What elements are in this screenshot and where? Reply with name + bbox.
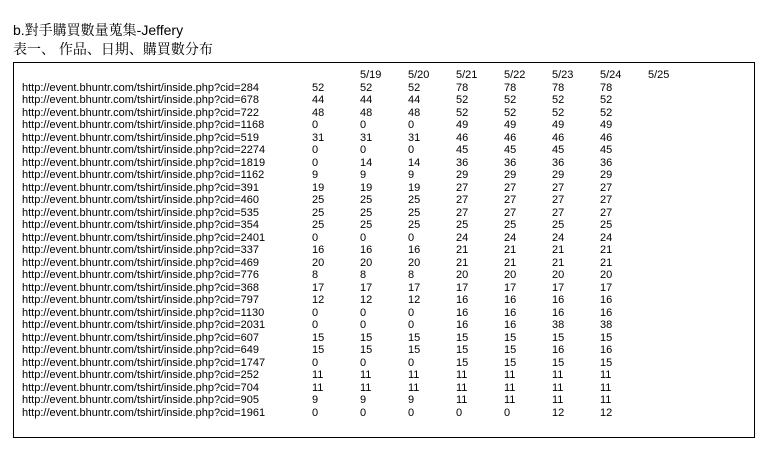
purchase-count-cell: 16 [552,344,565,356]
purchase-count-cell [648,394,696,407]
entry-url: http://event.bhuntr.com/tshirt/inside.php?cid=776 [22,269,259,281]
purchase-count-cell: 78 [456,81,469,94]
purchase-count-cell: 0 [312,319,319,331]
purchase-count-cell: 0 [504,406,511,419]
purchase-count-cell: 36 [456,156,469,169]
purchase-count-cell: 20 [456,269,469,281]
purchase-count-cell [648,257,696,270]
purchase-count-cell: 0 [360,319,367,331]
entry-url: http://event.bhuntr.com/tshirt/inside.php?cid=2031 [22,319,266,331]
purchase-count-cell: 11 [312,381,324,394]
purchase-count-cell: 25 [360,219,373,231]
purchase-count-cell: 0 [456,406,463,419]
table-row [22,244,696,257]
purchase-count-cell [648,232,696,245]
entry-url: http://event.bhuntr.com/tshirt/inside.php?cid=905 [22,394,259,406]
purchase-count-cell: 15 [456,331,469,344]
entry-url: http://event.bhuntr.com/tshirt/inside.php?cid=460 [22,194,259,206]
entry-url: http://event.bhuntr.com/tshirt/inside.php?cid=391 [22,181,259,194]
purchase-count-cell [648,82,696,95]
header-cell: 5/20 [408,69,430,81]
purchase-count-cell: 11 [600,394,612,406]
purchase-count-cell: 9 [312,169,319,181]
table-row [22,94,696,107]
purchase-count-cell: 11 [408,369,420,381]
purchase-count-cell: 27 [600,181,613,194]
purchase-count-cell [648,182,696,195]
purchase-count-cell: 0 [360,144,367,156]
purchase-count-cell: 36 [600,156,613,169]
purchase-count-cell: 25 [408,206,421,219]
document-title: b.對手購買數量蒐集-Jeffery [13,22,184,38]
purchase-count-cell [648,282,696,295]
purchase-count-cell: 46 [552,131,565,144]
purchase-count-cell: 16 [552,294,565,306]
header-cell: 5/24 [600,69,622,81]
entry-url: http://event.bhuntr.com/tshirt/inside.php?cid=1747 [22,356,266,369]
table-caption: 表一、 作品、日期、購買數分布 [13,41,213,57]
purchase-count-cell [648,407,696,420]
purchase-count-cell: 0 [408,144,415,156]
purchase-count-cell: 0 [408,406,415,419]
purchase-count-cell: 27 [504,181,517,194]
purchase-count-cell [648,382,696,395]
table-row [22,207,696,220]
purchase-count-cell: 24 [456,231,469,244]
purchase-count-cell: 20 [312,256,325,269]
table-row [22,194,696,207]
purchase-count-cell: 15 [552,331,565,344]
table-row [22,369,696,382]
purchase-count-cell: 52 [504,106,517,119]
purchase-count-cell: 38 [552,319,565,331]
purchase-count-cell: 49 [600,119,613,131]
purchase-count-cell [648,369,696,382]
purchase-count-cell: 15 [600,356,613,369]
entry-url: http://event.bhuntr.com/tshirt/inside.php?cid=1162 [22,169,265,181]
purchase-count-cell: 0 [312,306,319,319]
purchase-count-cell: 27 [504,194,517,206]
table-row [22,357,696,370]
purchase-count-cell: 25 [600,219,613,231]
entry-url: http://event.bhuntr.com/tshirt/inside.php?cid=722 [22,106,259,119]
purchase-count-cell: 27 [456,206,469,219]
entry-url: http://event.bhuntr.com/tshirt/inside.php?cid=2401 [22,231,266,244]
purchase-count-cell: 16 [600,294,613,306]
purchase-count-cell: 16 [408,244,421,256]
purchase-count-cell: 14 [360,156,373,169]
entry-url: http://event.bhuntr.com/tshirt/inside.php?cid=519 [22,131,259,144]
purchase-count-cell: 45 [552,144,565,156]
purchase-count-cell: 11 [312,369,324,381]
table-row [22,219,696,232]
purchase-count-cell [648,107,696,120]
purchase-count-cell: 24 [504,231,517,244]
purchase-count-cell: 15 [504,356,517,369]
purchase-count-cell: 36 [504,156,517,169]
purchase-count-cell [648,294,696,307]
purchase-count-cell: 11 [360,369,372,381]
purchase-count-cell: 8 [360,269,367,281]
data-table-frame [13,62,755,438]
purchase-count-cell: 21 [504,244,517,256]
table-row [22,282,696,295]
header-cell: 5/23 [552,69,574,81]
purchase-count-cell: 16 [600,306,613,319]
purchase-count-cell: 25 [360,206,373,219]
purchase-count-cell: 0 [360,231,367,244]
table-row [22,344,696,357]
purchase-count-cell: 0 [360,119,367,131]
purchase-count-cell: 27 [456,194,469,206]
purchase-count-cell: 25 [312,219,325,231]
purchase-count-cell: 11 [456,381,468,394]
purchase-count-cell: 0 [408,356,415,369]
purchase-count-cell: 49 [552,119,565,131]
entry-url: http://event.bhuntr.com/tshirt/inside.php?cid=678 [22,94,259,106]
purchase-count-cell: 19 [360,181,373,194]
purchase-count-cell: 52 [600,106,613,119]
purchase-count-cell: 27 [456,181,469,194]
purchase-count-cell: 11 [408,381,420,394]
header-cell: 5/22 [504,69,526,81]
purchase-count-cell: 9 [408,169,415,181]
table-row [22,319,696,332]
purchase-count-cell: 52 [504,94,517,106]
purchase-count-cell: 29 [456,169,469,181]
purchase-count-cell: 15 [456,344,469,356]
purchase-count-cell: 25 [312,194,325,206]
purchase-count-cell: 20 [504,269,517,281]
table-header-row [22,69,696,82]
table-row [22,157,696,170]
purchase-count-cell: 45 [600,144,613,156]
purchase-count-cell: 44 [408,94,421,106]
purchase-count-cell: 48 [312,106,325,119]
purchase-count-cell: 16 [456,306,469,319]
purchase-count-cell [648,357,696,370]
purchase-count-cell: 27 [600,206,613,219]
purchase-count-cell [648,207,696,220]
purchase-count-cell: 14 [408,156,421,169]
purchase-count-cell [648,332,696,345]
purchase-count-cell: 12 [552,406,565,419]
entry-url: http://event.bhuntr.com/tshirt/inside.php?cid=469 [22,256,259,269]
purchase-count-cell: 11 [360,381,372,394]
header-cell [22,69,312,82]
purchase-count-cell: 46 [600,131,613,144]
purchase-count-cell: 25 [456,219,469,231]
purchase-count-cell [648,144,696,157]
purchase-count-cell: 25 [408,194,421,206]
purchase-count-cell: 78 [504,81,517,94]
purchase-count-cell: 52 [312,81,325,94]
purchase-count-cell: 45 [504,144,517,156]
purchase-count-cell [648,269,696,282]
purchase-count-cell: 17 [504,281,517,294]
purchase-count-cell: 46 [456,131,469,144]
purchase-count-cell: 21 [552,256,565,269]
purchase-count-cell: 9 [312,394,319,406]
entry-url: http://event.bhuntr.com/tshirt/inside.php?cid=1168 [22,119,265,131]
table-row [22,382,696,395]
purchase-count-cell: 16 [456,319,469,331]
purchase-count-cell: 11 [504,381,516,394]
table-row [22,232,696,245]
entry-url: http://event.bhuntr.com/tshirt/inside.php?cid=1961 [22,406,266,419]
purchase-count-cell: 31 [408,131,421,144]
purchase-count-cell: 31 [312,131,325,144]
purchase-count-cell: 16 [504,294,517,306]
purchase-count-cell: 12 [408,294,421,306]
purchase-count-cell: 17 [408,281,421,294]
purchase-count-cell: 16 [504,319,517,331]
purchase-count-cell: 21 [552,244,565,256]
table-row [22,332,696,345]
purchase-count-cell: 52 [456,94,469,106]
purchase-count-cell: 0 [360,306,367,319]
purchase-count-cell: 0 [312,406,319,419]
purchase-count-cell: 21 [600,256,613,269]
purchase-count-cell [648,157,696,170]
purchase-count-cell: 15 [360,331,373,344]
entry-url: http://event.bhuntr.com/tshirt/inside.php?cid=1819 [22,156,266,169]
purchase-count-cell: 9 [360,169,367,181]
purchase-count-cell: 20 [360,256,373,269]
purchase-count-cell: 0 [312,231,319,244]
purchase-count-cell: 46 [504,131,517,144]
purchase-count-cell: 0 [360,406,367,419]
purchase-count-cell: 12 [312,294,325,306]
purchase-count-cell: 15 [456,356,469,369]
entry-url: http://event.bhuntr.com/tshirt/inside.php?cid=607 [22,331,259,344]
entry-url: http://event.bhuntr.com/tshirt/inside.php?cid=704 [22,381,259,394]
purchase-count-cell: 78 [552,81,565,94]
purchase-count-cell: 17 [360,281,373,294]
purchase-count-cell: 25 [552,219,565,231]
purchase-count-cell: 52 [552,106,565,119]
purchase-count-cell: 27 [552,181,565,194]
purchase-count-cell: 38 [600,319,613,331]
purchase-count-cell [648,169,696,182]
purchase-count-cell: 44 [312,94,325,106]
entry-url: http://event.bhuntr.com/tshirt/inside.php?cid=337 [22,244,259,256]
purchase-count-cell: 0 [408,306,415,319]
table-row [22,144,696,157]
purchase-count-cell: 15 [408,331,421,344]
purchase-count-cell: 17 [456,281,469,294]
table-row [22,407,696,420]
purchase-count-cell: 25 [312,206,325,219]
purchase-count-cell [648,119,696,132]
purchase-count-cell [648,319,696,332]
purchase-count-cell: 49 [456,119,469,131]
purchase-count-cell [648,219,696,232]
header-cell [312,69,360,82]
purchase-count-cell: 11 [552,369,564,381]
table-row [22,294,696,307]
purchase-count-cell: 16 [456,294,469,306]
purchase-count-cell: 27 [552,194,565,206]
purchase-count-cell: 48 [360,106,373,119]
purchase-count-cell: 27 [504,206,517,219]
purchase-count-cell: 17 [552,281,565,294]
purchase-count-cell: 0 [408,119,415,131]
purchase-count-cell: 11 [600,369,612,381]
purchase-count-cell: 49 [504,119,517,131]
purchase-count-cell: 12 [360,294,373,306]
table-row [22,82,696,95]
table-row [22,169,696,182]
purchase-count-cell: 0 [408,231,415,244]
purchase-count-cell: 11 [552,394,564,406]
table-row [22,107,696,120]
purchase-count-cell: 11 [600,381,612,394]
entry-url: http://event.bhuntr.com/tshirt/inside.php?cid=2274 [22,144,266,156]
purchase-count-cell: 48 [408,106,421,119]
purchase-count-cell: 36 [552,156,565,169]
entry-url: http://event.bhuntr.com/tshirt/inside.php?cid=284 [22,81,259,94]
purchase-count-cell: 52 [552,94,565,106]
table-row [22,307,696,320]
purchase-count-cell: 16 [312,244,325,256]
purchase-count-cell: 27 [600,194,613,206]
purchase-count-cell: 0 [312,156,319,169]
entry-url: http://event.bhuntr.com/tshirt/inside.php?cid=797 [22,294,259,306]
purchase-count-cell: 21 [504,256,517,269]
purchase-count-cell: 52 [408,81,421,94]
purchase-count-cell [648,307,696,320]
purchase-count-cell: 27 [552,206,565,219]
header-cell: 5/19 [360,69,382,81]
table-row [22,394,696,407]
table-row [22,257,696,270]
purchase-count-cell [648,194,696,207]
table-row [22,182,696,195]
purchase-count-cell: 15 [504,331,517,344]
purchase-count-cell: 52 [600,94,613,106]
purchase-count-cell: 15 [312,344,325,356]
purchase-count-cell: 52 [456,106,469,119]
purchase-count-cell: 17 [600,281,613,294]
purchase-count-cell [648,244,696,257]
purchase-count-cell: 11 [552,381,564,394]
purchase-count-cell: 16 [600,344,613,356]
purchase-count-cell: 11 [504,369,516,381]
purchase-count-cell: 29 [600,169,613,181]
purchase-count-cell: 20 [552,269,565,281]
purchase-count-cell: 52 [360,81,373,94]
purchase-count-cell: 78 [600,81,613,94]
purchase-count-cell: 11 [456,394,468,406]
purchase-count-cell: 21 [600,244,613,256]
table-row [22,132,696,145]
purchase-count-cell: 25 [504,219,517,231]
entry-url: http://event.bhuntr.com/tshirt/inside.php?cid=354 [22,219,259,231]
table-row [22,269,696,282]
purchase-count-cell: 16 [360,244,373,256]
header-cell: 5/25 [648,69,670,81]
purchase-count-cell: 15 [600,331,613,344]
purchase-count-cell: 8 [312,269,319,281]
purchase-count-cell: 21 [456,244,469,256]
purchase-count-cell [648,344,696,357]
purchase-count-cell: 15 [360,344,373,356]
purchase-count-cell: 31 [360,131,373,144]
purchase-count-cell: 29 [504,169,517,181]
header-cell: 5/21 [456,69,478,81]
purchase-count-cell: 19 [312,181,325,194]
purchase-count-cell: 20 [600,269,613,281]
purchase-count-cell: 16 [552,306,565,319]
purchase-count-cell: 15 [504,344,517,356]
purchase-count-cell: 24 [552,231,565,244]
purchase-count-cell: 45 [456,144,469,156]
purchase-count-cell: 11 [456,369,468,381]
purchase-count-cell: 9 [360,394,367,406]
purchase-count-cell: 25 [360,194,373,206]
entry-url: http://event.bhuntr.com/tshirt/inside.php?cid=649 [22,344,259,356]
purchase-count-cell: 9 [408,394,415,406]
purchase-count-cell: 15 [408,344,421,356]
purchase-count-cell: 24 [600,231,613,244]
purchase-count-cell: 25 [408,219,421,231]
purchase-count-cell [648,132,696,145]
purchase-count-cell: 0 [360,356,367,369]
table-row [22,119,696,132]
purchase-count-cell: 19 [408,181,421,194]
purchase-count-table [22,69,696,419]
purchase-count-cell: 16 [504,306,517,319]
purchase-count-cell: 0 [408,319,415,331]
purchase-count-cell: 17 [312,281,325,294]
purchase-count-cell: 21 [456,256,469,269]
purchase-count-cell [648,94,696,107]
entry-url: http://event.bhuntr.com/tshirt/inside.php?cid=1130 [22,306,265,319]
purchase-count-cell: 0 [312,356,319,369]
purchase-count-cell: 29 [552,169,565,181]
purchase-count-cell: 11 [504,394,516,406]
purchase-count-cell: 44 [360,94,373,106]
purchase-count-cell: 0 [312,119,319,131]
entry-url: http://event.bhuntr.com/tshirt/inside.php?cid=368 [22,281,259,294]
purchase-count-cell: 15 [552,356,565,369]
entry-url: http://event.bhuntr.com/tshirt/inside.php?cid=535 [22,206,259,219]
entry-url: http://event.bhuntr.com/tshirt/inside.php?cid=252 [22,369,259,381]
purchase-count-cell: 15 [312,331,325,344]
purchase-count-cell: 20 [408,256,421,269]
purchase-count-cell: 12 [600,406,613,419]
purchase-count-cell: 8 [408,269,415,281]
purchase-count-cell: 0 [312,144,319,156]
